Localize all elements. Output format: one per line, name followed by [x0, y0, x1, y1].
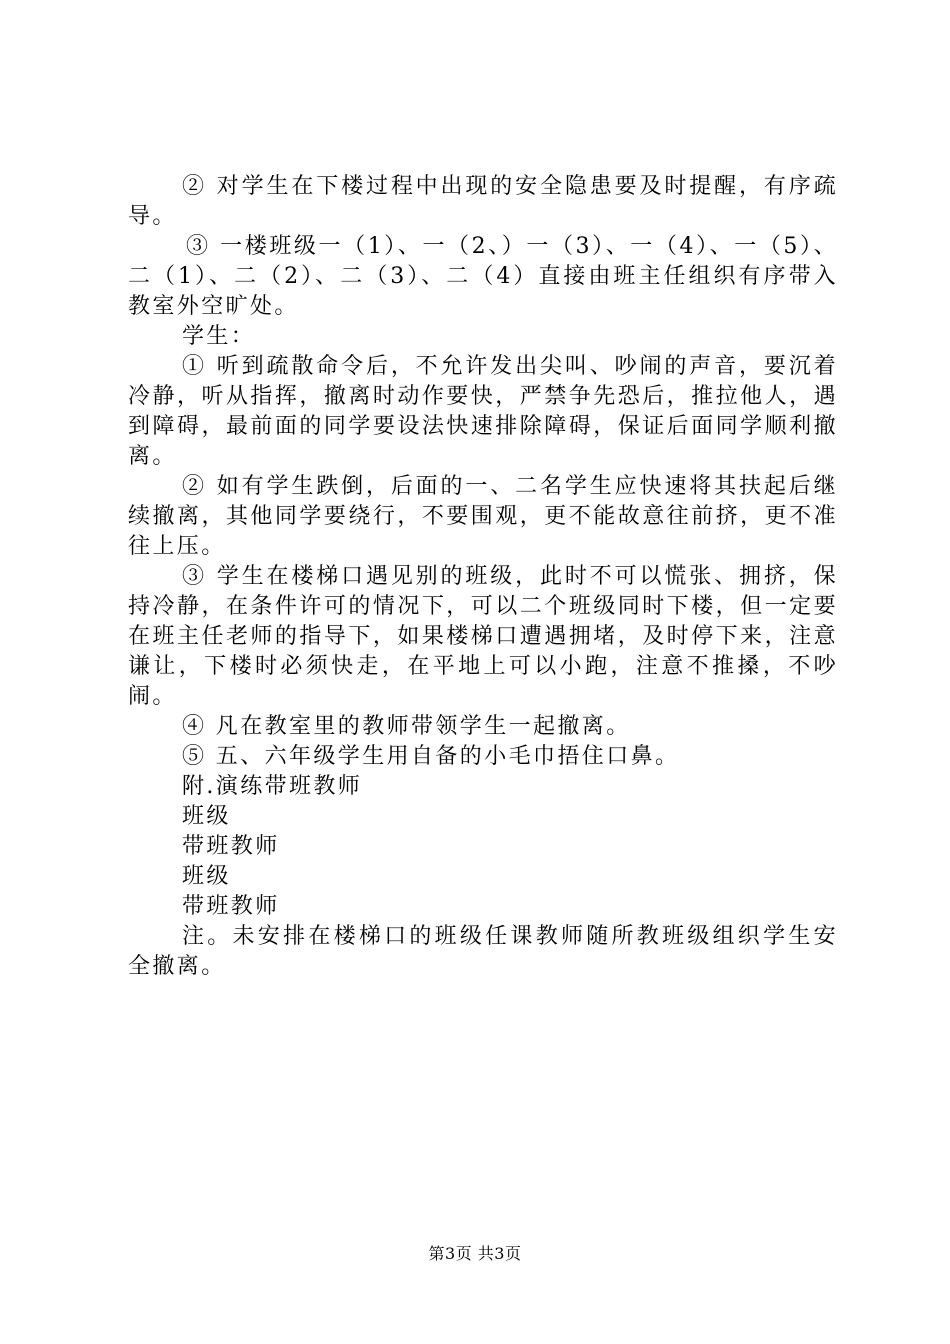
paragraph-first-floor-classes: ③ 一楼班级一（1）、一（2、）一（3）、一（4）、一（5）、二（1）、二（2）、二（3）、二（4）直接由班主任组织有序带入教室外空旷处。 — [128, 234, 838, 319]
note-paragraph: 注。未安排在楼梯口的班级任课教师随所教班级组织学生安全撤离。 — [128, 924, 838, 979]
paragraph-student-rule-1: ① 听到疏散命令后，不允许发出尖叫、吵闹的声音，要沉着冷静，听从指挥，撤离时动作要快，严禁争先恐后，推拉他人，遇到障碍，最前面的同学要设法快速排除障碍，保证后面同学顺利撤离。 — [128, 354, 838, 469]
appendix-label-class-2: 班级 — [182, 864, 231, 889]
paragraph-student-rule-5: ⑤ 五、六年级学生用自备的小毛巾捂住口鼻。 — [182, 744, 680, 769]
paragraph-teacher-remind: ② 对学生在下楼过程中出现的安全隐患要及时提醒，有序疏导。 — [128, 174, 838, 229]
page-number-footer: 第3页 共3页 — [428, 1244, 522, 1263]
appendix-label-teacher: 带班教师 — [182, 834, 280, 859]
appendix-label-class: 班级 — [182, 804, 231, 829]
heading-students: 学生： — [182, 324, 256, 349]
paragraph-student-rule-2: ② 如有学生跌倒，后面的一、二名学生应快速将其扶起后继续撤离，其他同学要绕行，不要围观，更不能故意往前挤，更不准往上压。 — [128, 474, 838, 559]
document-body — [128, 172, 838, 982]
paragraph-student-rule-3: ③ 学生在楼梯口遇见别的班级，此时不可以慌张、拥挤，保持冷静，在条件许可的情况下，可以二个班级同时下楼，但一定要在班主任老师的指导下，如果楼梯口遭遇拥堵，及时停下来，注意谦让，下楼时必须快走，在平地上可以小跑，注意不推搡，不吵闹。 — [128, 564, 838, 709]
appendix-label-teacher-2: 带班教师 — [182, 894, 280, 919]
appendix-title: 附.演练带班教师 — [182, 774, 363, 799]
paragraph-student-rule-4: ④ 凡在教室里的教师带领学生一起撤离。 — [182, 714, 631, 739]
